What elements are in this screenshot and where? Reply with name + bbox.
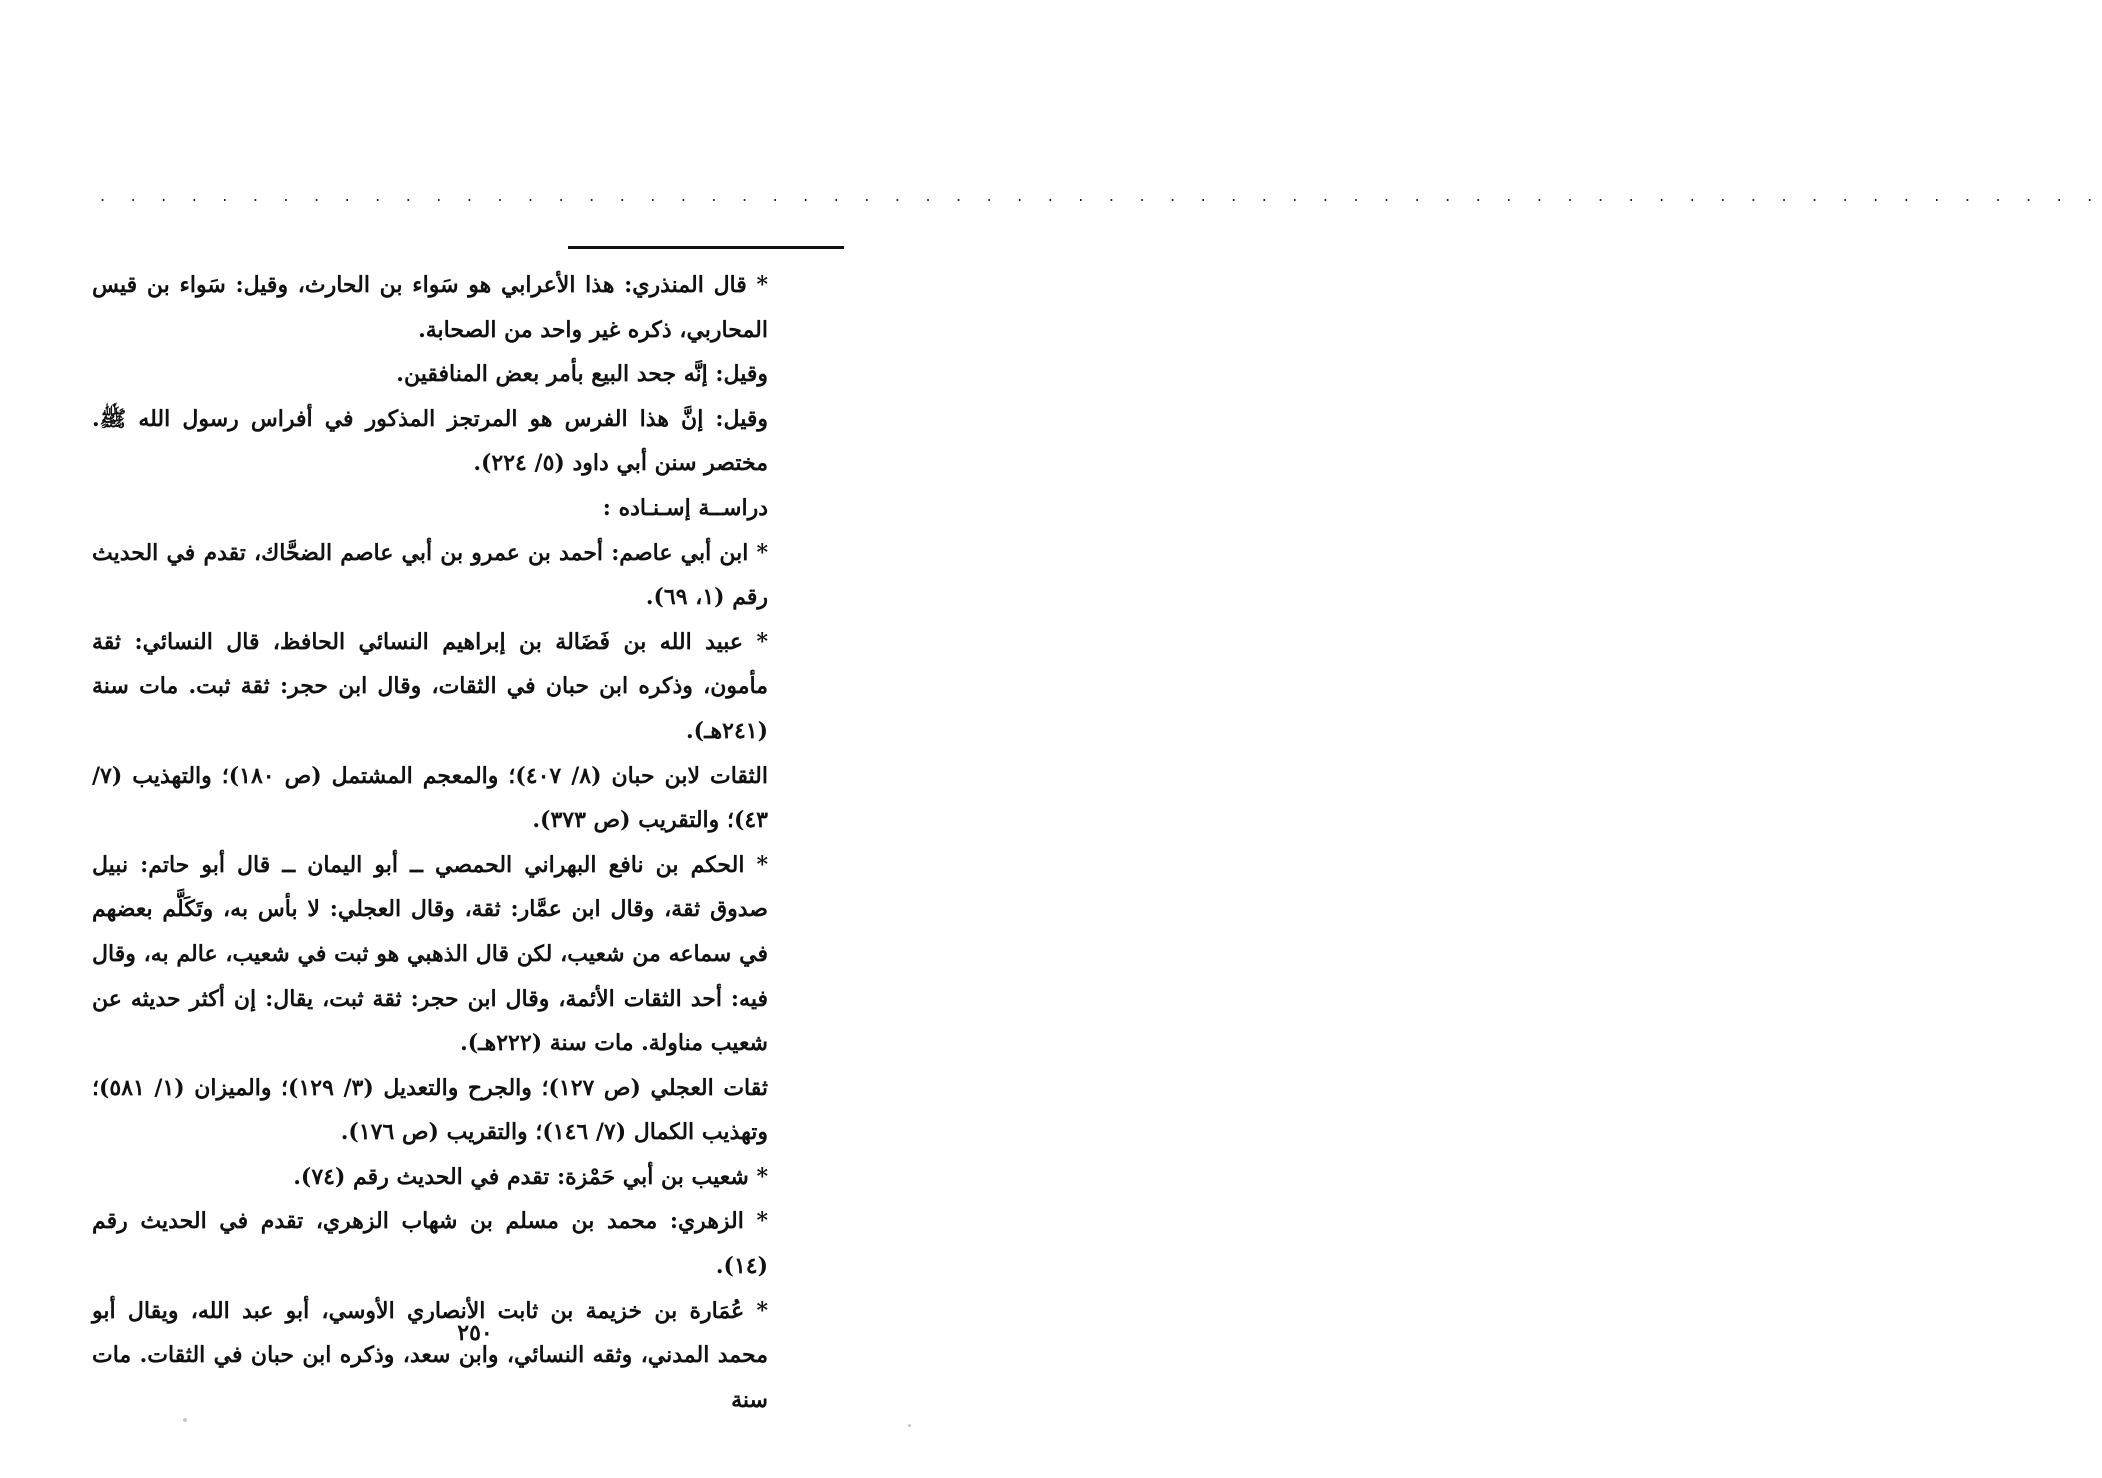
paragraph-mundhiri-note: * قال المنذري: هذا الأعرابي هو سَواء بن الحارث، وقيل: سَواء بن قيس المحاربي، ذكره غير واحد من الصحابة. [92, 272, 768, 343]
footnote-separator-line [568, 246, 844, 249]
references-ubaydullah: الثقات لابن حبان (٨/ ٤٠٧)؛ والمعجم المشتمل (ص ١٨٠)؛ والتهذيب (٧/ ٤٣)؛ والتقريب (ص ٣٧٣). [92, 762, 769, 834]
dotted-divider: . . . . . . . . . . . . . . . . . . . . . . . . . . . . . . . . . . . . . . . . . . . . . . . . . . . . . . . . . . . . . . . . . . [100, 186, 2102, 205]
isnad-study-heading: دراســة إسـنـاده : [602, 494, 768, 521]
narrator-umara-bin-khuzayma: * عُمَارة بن خزيمة بن ثابت الأنصاري الأوسي، أبو عبد الله، ويقال أبو محمد المدني، وثقه النسائي، وابن سعد، وذكره ابن حبان في الثقات. مات سنة [92, 1297, 768, 1413]
narrator-shuayb: * شعيب بن أبي حَمْزة: تقدم في الحديث رقم (٧٤). [293, 1163, 768, 1190]
paragraph-murtajiz-note: وقيل: إنَّ هذا الفرس هو المرتجز المذكور في أفراس رسول الله ﷺ. مختصر سنن أبي داود (٥/ ٢٢٤). [92, 405, 768, 477]
page-number: ٢٥٠ [457, 1320, 493, 1346]
narrator-hakam-bin-nafi: * الحكم بن نافع البهراني الحمصي ــ أبو اليمان ــ قال أبو حاتم: نبيل صدوق ثقة، وقال ابن عمَّار: ثقة، وقال العجلي: لا بأس به، وتَكَلَّم بعضهم في سماعه من شعيب، لكن قال الذهبي هو ثبت في شعيب، عالم به، وقال فيه: أحد الثقات الأئمة، وقال ابن حجر: ثقة ثبت، يقال: إن أكثر حديثه عن شعيب مناولة. مات سنة (٢٢٢هـ). [92, 851, 768, 1057]
scan-speck [908, 1424, 911, 1427]
references-hakam: ثقات العجلي (ص ١٢٧)؛ والجرح والتعديل (٣/ ١٢٩)؛ والميزان (١/ ٥٨١)؛ وتهذيب الكمال (٧/ ١٤٦)؛ والتقريب (ص ١٧٦). [92, 1074, 768, 1146]
paragraph-munafiqin-note: وقيل: إنَّه جحد البيع بأمر بعض المنافقين. [396, 361, 768, 388]
narrator-ubaydullah-bin-fadala: * عبيد الله بن فَضَالة بن إبراهيم النسائي الحافظ، قال النسائي: ثقة مأمون، وذكره ابن حبان في الثقات، وقال ابن حجر: ثقة ثبت. مات سنة (٢٤١هـ). [92, 628, 768, 744]
scan-speck [183, 1418, 187, 1422]
narrator-zuhri: * الزهري: محمد بن مسلم بن شهاب الزهري، تقدم في الحديث رقم (١٤). [92, 1208, 768, 1280]
narrator-ibn-abi-asim: * ابن أبي عاصم: أحمد بن عمرو بن أبي عاصم الضحَّاك، تقدم في الحديث رقم (١، ٦٩). [92, 539, 768, 611]
